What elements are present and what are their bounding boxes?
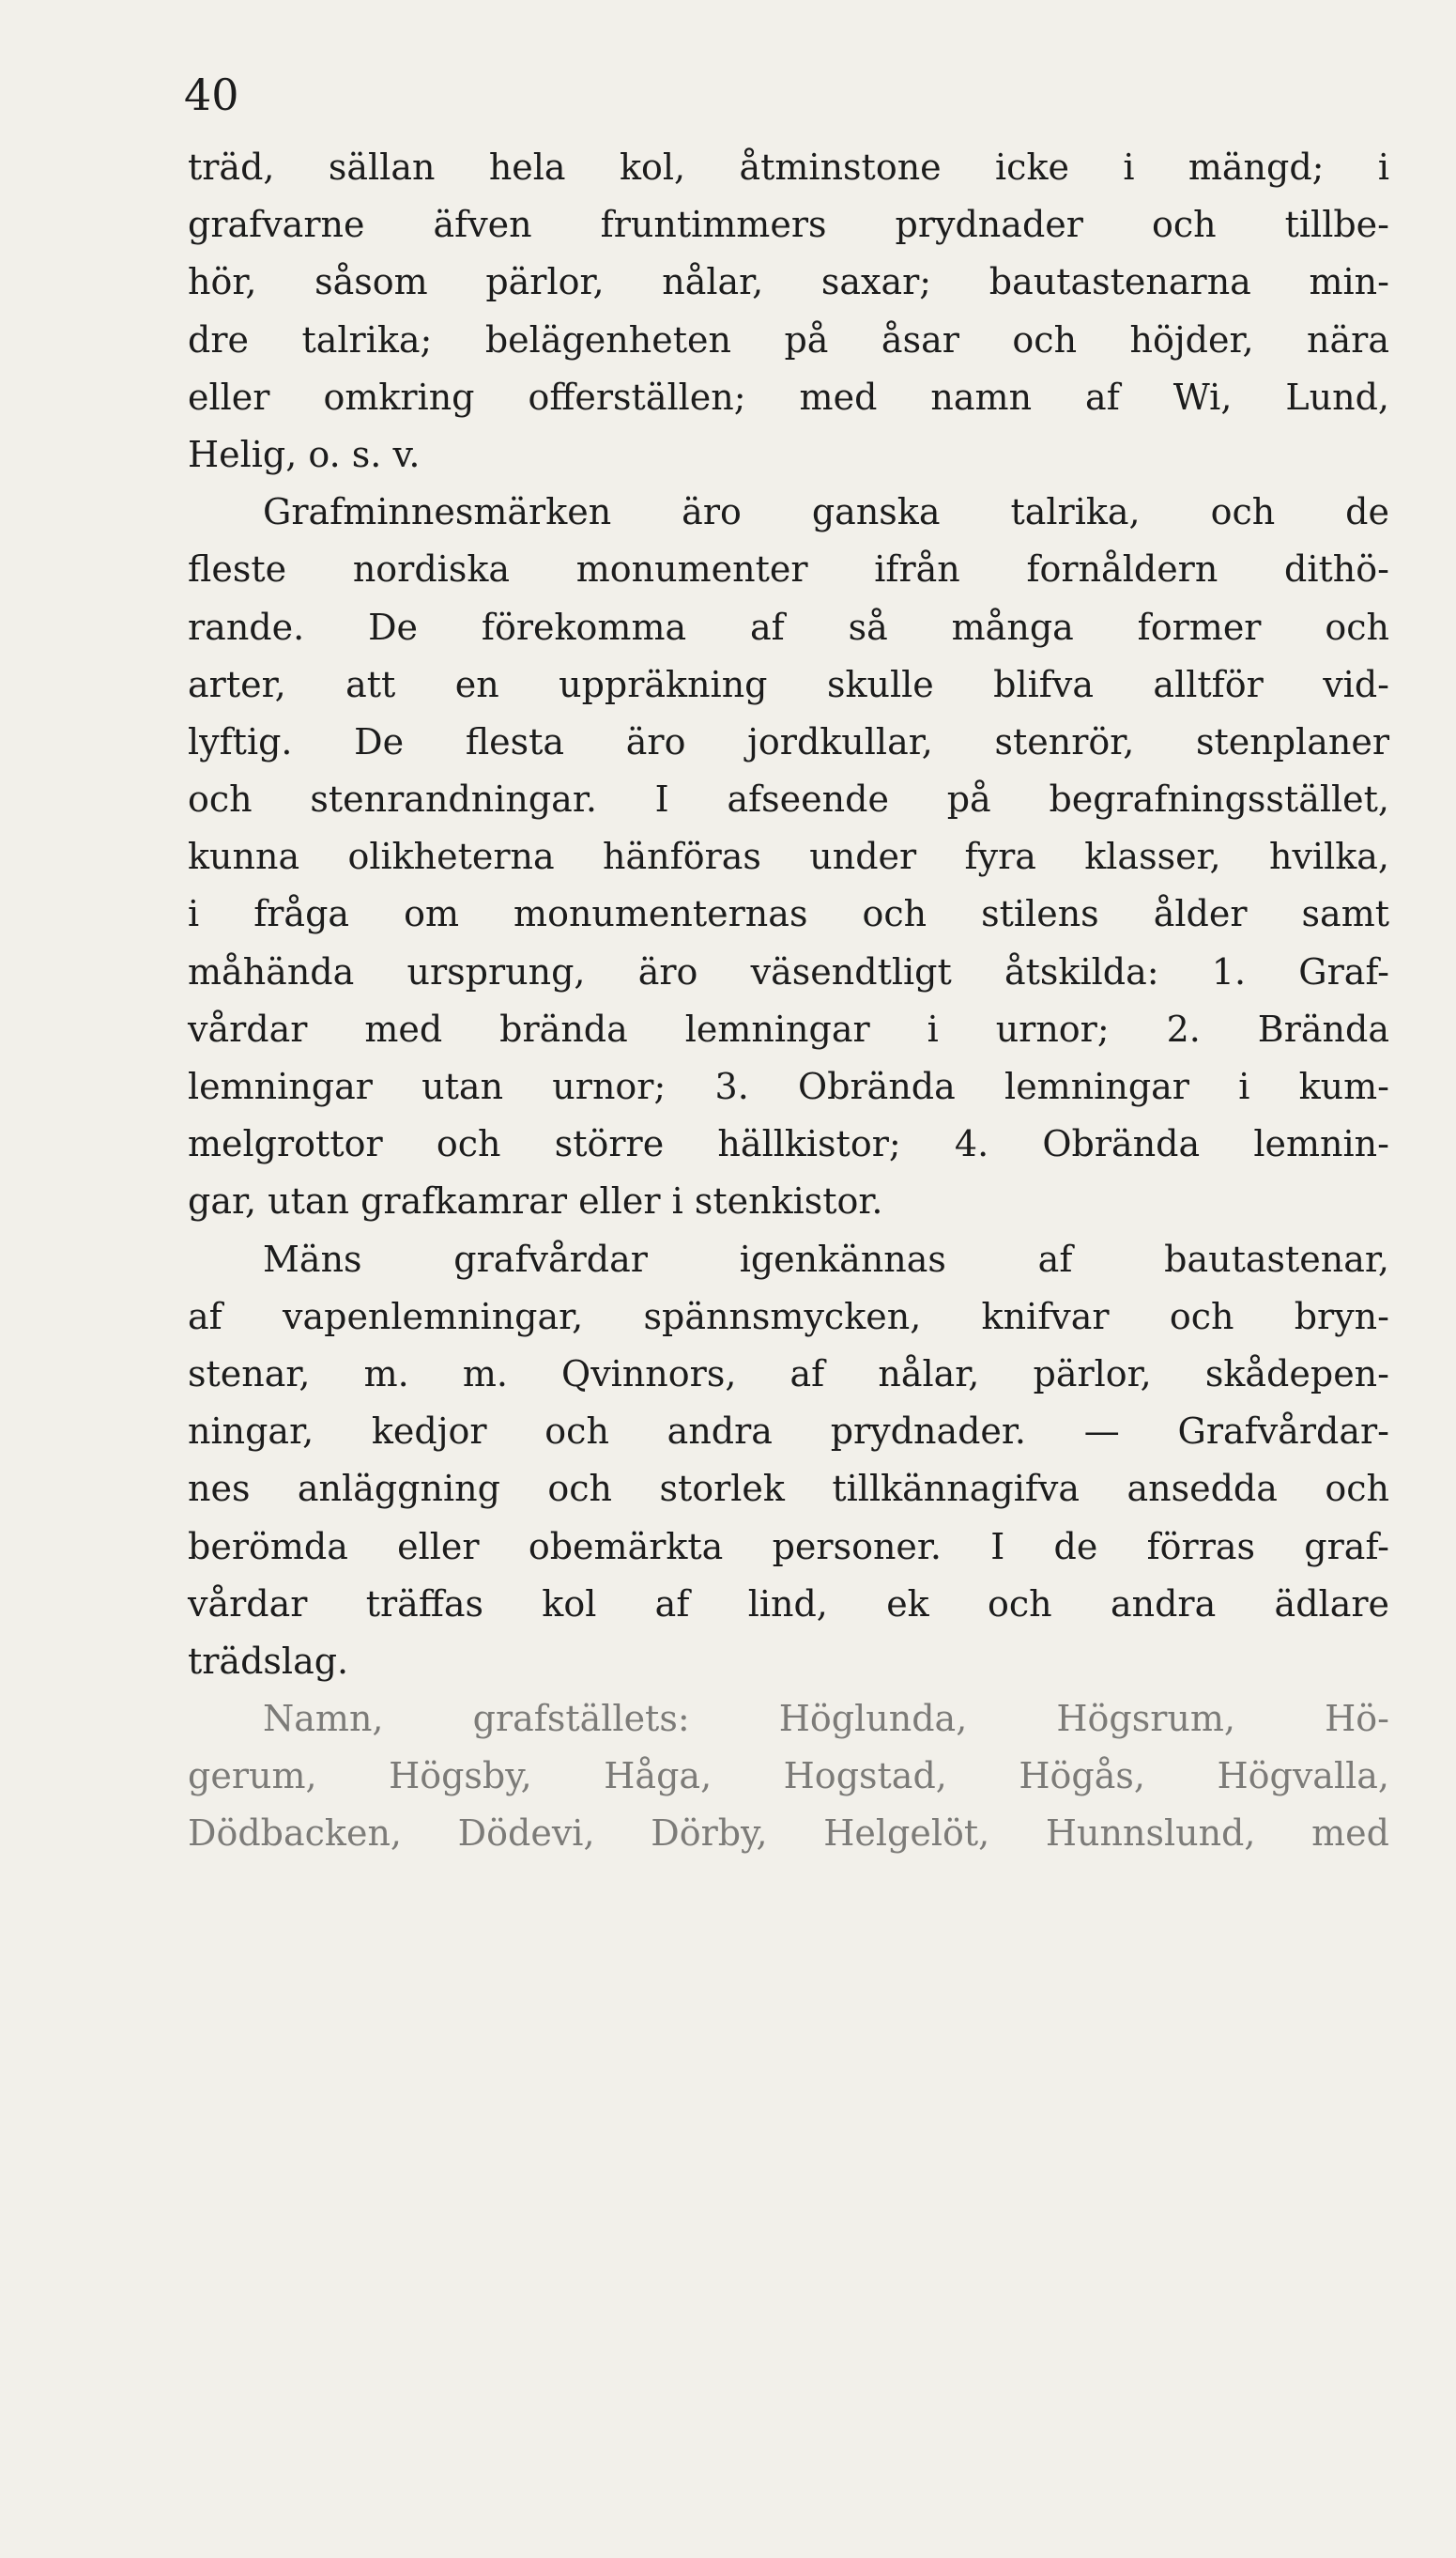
text-line: berömda eller obemärkta personer. I de förras graf- <box>188 1525 1389 1567</box>
text-line: gerum, Högsby, Håga, Hogstad, Högås, Högvalla, <box>188 1755 1389 1797</box>
text-line: rande. De förekomma af så många former och <box>188 606 1389 648</box>
text-line: vårdar träffas kol af lind, ek och andra ädlare <box>188 1582 1389 1625</box>
text-line: Namn, grafställets: Höglunda, Högsrum, Hö- <box>263 1698 1389 1740</box>
text-line: Grafminnesmärken äro ganska talrika, och de <box>263 491 1389 533</box>
text-line: arter, att en uppräkning skulle blifva alltför vid- <box>188 663 1389 705</box>
text-line: gar, utan grafkamrar eller i stenkistor. <box>188 1180 883 1223</box>
text-line: grafvarne äfven fruntimmers prydnader och tillbe- <box>188 204 1389 246</box>
text-line: träd, sällan hela kol, åtminstone icke i mängd; i <box>188 146 1389 188</box>
text-line: och stenrandningar. I afseende på begrafningsstället, <box>188 778 1389 821</box>
text-line: Mäns grafvårdar igenkännas af bautastenar, <box>263 1238 1389 1280</box>
text-line: vårdar med brända lemningar i urnor; 2. Brända <box>188 1008 1389 1050</box>
text-line: trädslag. <box>188 1640 349 1682</box>
text-line: i fråga om monumenternas och stilens ålder samt <box>188 893 1389 935</box>
text-line: måhända ursprung, äro väsendtligt åtskilda: 1. Graf- <box>188 950 1389 993</box>
text-line: ningar, kedjor och andra prydnader. — Grafvårdar- <box>188 1410 1389 1453</box>
text-line: lemningar utan urnor; 3. Obrända lemningar i kum- <box>188 1066 1389 1107</box>
text-line: nes anläggning och storlek tillkännagifva ansedda och <box>188 1468 1389 1510</box>
text-line: af vapenlemningar, spännsmycken, knifvar och bryn- <box>188 1295 1389 1337</box>
text-line: fleste nordiska monumenter ifrån fornåldern dithö- <box>188 548 1389 591</box>
text-line: hör, såsom pärlor, nålar, saxar; bautastenarna min- <box>188 261 1389 303</box>
text-line: stenar, m. m. Qvinnors, af nålar, pärlor, skådepen- <box>188 1352 1389 1395</box>
text-line: melgrottor och större hällkistor; 4. Obrända lemnin- <box>188 1123 1389 1165</box>
text-line: eller omkring offerställen; med namn af Wi, Lund, <box>188 376 1389 418</box>
page-number: 40 <box>184 69 239 120</box>
text-line: lyftig. De flesta äro jordkullar, stenrör, stenplaner <box>188 720 1389 763</box>
text-line: dre talrika; belägenheten på åsar och höjder, nära <box>188 318 1389 361</box>
text-line: Helig, o. s. v. <box>188 433 421 475</box>
text-line: kunna olikheterna hänföras under fyra klasser, hvilka, <box>188 836 1389 878</box>
body-text <box>188 139 1389 1863</box>
text-line: Dödbacken, Dödevi, Dörby, Helgelöt, Hunnslund, med <box>188 1812 1389 1855</box>
